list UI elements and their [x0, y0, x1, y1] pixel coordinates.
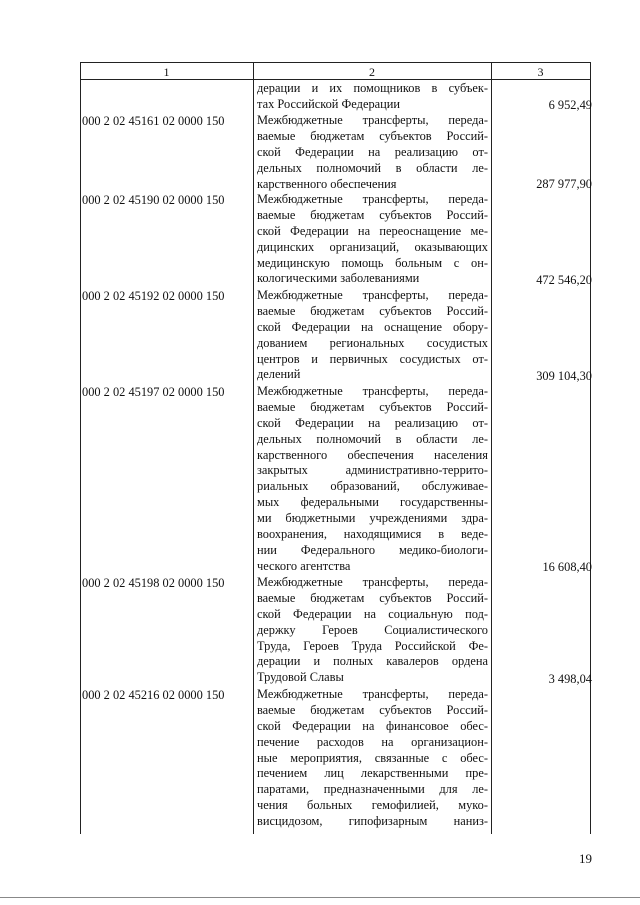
row-code: 000 2 02 45197 02 0000 150 — [82, 385, 225, 399]
desc-line: воохранения, находящимися в веде- — [257, 527, 488, 542]
desc-line: печение расходов на организацион- — [257, 734, 488, 749]
desc-line: Межбюджетные трансферты, переда- — [257, 113, 488, 127]
desc-line: карственного обеспечения населения — [257, 447, 488, 462]
continuation-text — [257, 81, 488, 113]
desc-line: Труда, Героев Труда Российской Фе- — [257, 638, 488, 653]
desc-line: дерации и их помощников в субъек- — [257, 81, 488, 95]
row-code: 000 2 02 45190 02 0000 150 — [82, 193, 225, 207]
desc-line: ваемые бюджетам субъектов Россий- — [257, 399, 488, 414]
desc-line: тах Российской Федерации — [257, 96, 401, 111]
page-number: 19 — [579, 851, 592, 866]
desc-line: риальных образований, обслуживае- — [257, 479, 488, 494]
desc-line: дованием региональных сосудистых — [257, 335, 488, 350]
column-divider-1 — [253, 62, 254, 834]
row-code: 000 2 02 45216 02 0000 150 — [82, 688, 225, 702]
table-top-border — [80, 62, 590, 63]
desc-line: ваемые бюджетам субъектов Россий- — [257, 128, 488, 143]
desc-line: Межбюджетные трансферты, переда- — [257, 575, 488, 589]
desc-line: чения больных гемофилией, муко- — [257, 798, 488, 813]
desc-line: паратами, предназначенными для ле- — [257, 782, 488, 797]
column-divider-2 — [491, 62, 492, 834]
column-header-1: 1 — [163, 65, 170, 79]
desc-line: дицинских организаций, оказывающих — [257, 239, 488, 254]
desc-line: печением лиц лекарственными пре- — [257, 766, 488, 781]
table-left-border — [80, 62, 81, 834]
row-amount: 6 952,49 — [548, 98, 592, 112]
desc-line: Трудовой Славы — [257, 670, 344, 685]
row-code: 000 2 02 45198 02 0000 150 — [82, 576, 225, 590]
row-description — [257, 575, 488, 686]
desc-line: ваемые бюджетам субъектов Россий- — [257, 590, 488, 605]
desc-line: Межбюджетные трансферты, переда- — [257, 288, 488, 302]
desc-line: держку Героев Социалистического — [257, 622, 488, 637]
desc-line: ваемые бюджетам субъектов Россий- — [257, 207, 488, 222]
row-amount: 287 977,90 — [536, 177, 592, 191]
desc-line: ской Федерации на реализацию от- — [257, 415, 488, 430]
desc-line: ской Федерации на оснащение обору- — [257, 319, 488, 334]
desc-line: Межбюджетные трансферты, переда- — [257, 687, 488, 701]
header-bottom-border — [80, 79, 590, 80]
desc-line: дерации и полных кавалеров ордена — [257, 654, 488, 669]
column-header-2: 2 — [369, 65, 375, 79]
desc-line: ваемые бюджетам субъектов Россий- — [257, 702, 488, 717]
row-amount: 3 498,04 — [548, 672, 592, 686]
desc-line: центров и первичных сосудистых от- — [257, 351, 488, 366]
desc-line: ваемые бюджетам субъектов Россий- — [257, 303, 488, 318]
desc-line: ской Федерации на социальную под- — [257, 606, 488, 621]
footer-rule — [0, 897, 640, 898]
row-description — [257, 288, 488, 383]
desc-line: закрытых административно-террито- — [257, 463, 488, 478]
row-description — [257, 113, 488, 192]
desc-line: ные мероприятия, связанные с обес- — [257, 750, 488, 765]
desc-line: кологическими заболеваниями — [257, 271, 420, 286]
desc-line: висцидозом, гипофизарным наниз- — [257, 814, 488, 829]
row-amount: 472 546,20 — [536, 273, 592, 287]
row-description — [257, 384, 488, 575]
row-description — [257, 192, 488, 287]
desc-line: ской Федерации на финансовое обес- — [257, 718, 488, 733]
desc-line: ской Федерации на переоснащение ме- — [257, 223, 488, 238]
desc-line: Межбюджетные трансферты, переда- — [257, 192, 488, 206]
desc-line: ми бюджетными учреждениями здра- — [257, 511, 488, 526]
desc-line: делений — [257, 367, 301, 382]
desc-line: медицинскую помощь больным с он- — [257, 255, 488, 270]
row-amount: 309 104,30 — [536, 369, 592, 383]
desc-line: карственного обеспечения — [257, 176, 397, 191]
desc-line: ческого агентства — [257, 558, 351, 573]
row-code: 000 2 02 45161 02 0000 150 — [82, 114, 225, 128]
desc-line: Межбюджетные трансферты, переда- — [257, 384, 488, 398]
desc-line: нии Федерального медико-биологи- — [257, 542, 488, 557]
desc-line: дельных полномочий в области ле- — [257, 431, 488, 446]
desc-line: ской Федерации на реализацию от- — [257, 144, 488, 159]
desc-line: дельных полномочий в области ле- — [257, 160, 488, 175]
row-amount: 16 608,40 — [542, 560, 592, 574]
row-description — [257, 687, 488, 830]
column-header-3: 3 — [537, 65, 544, 79]
desc-line: мых федеральными государственны- — [257, 495, 488, 510]
row-code: 000 2 02 45192 02 0000 150 — [82, 289, 225, 303]
